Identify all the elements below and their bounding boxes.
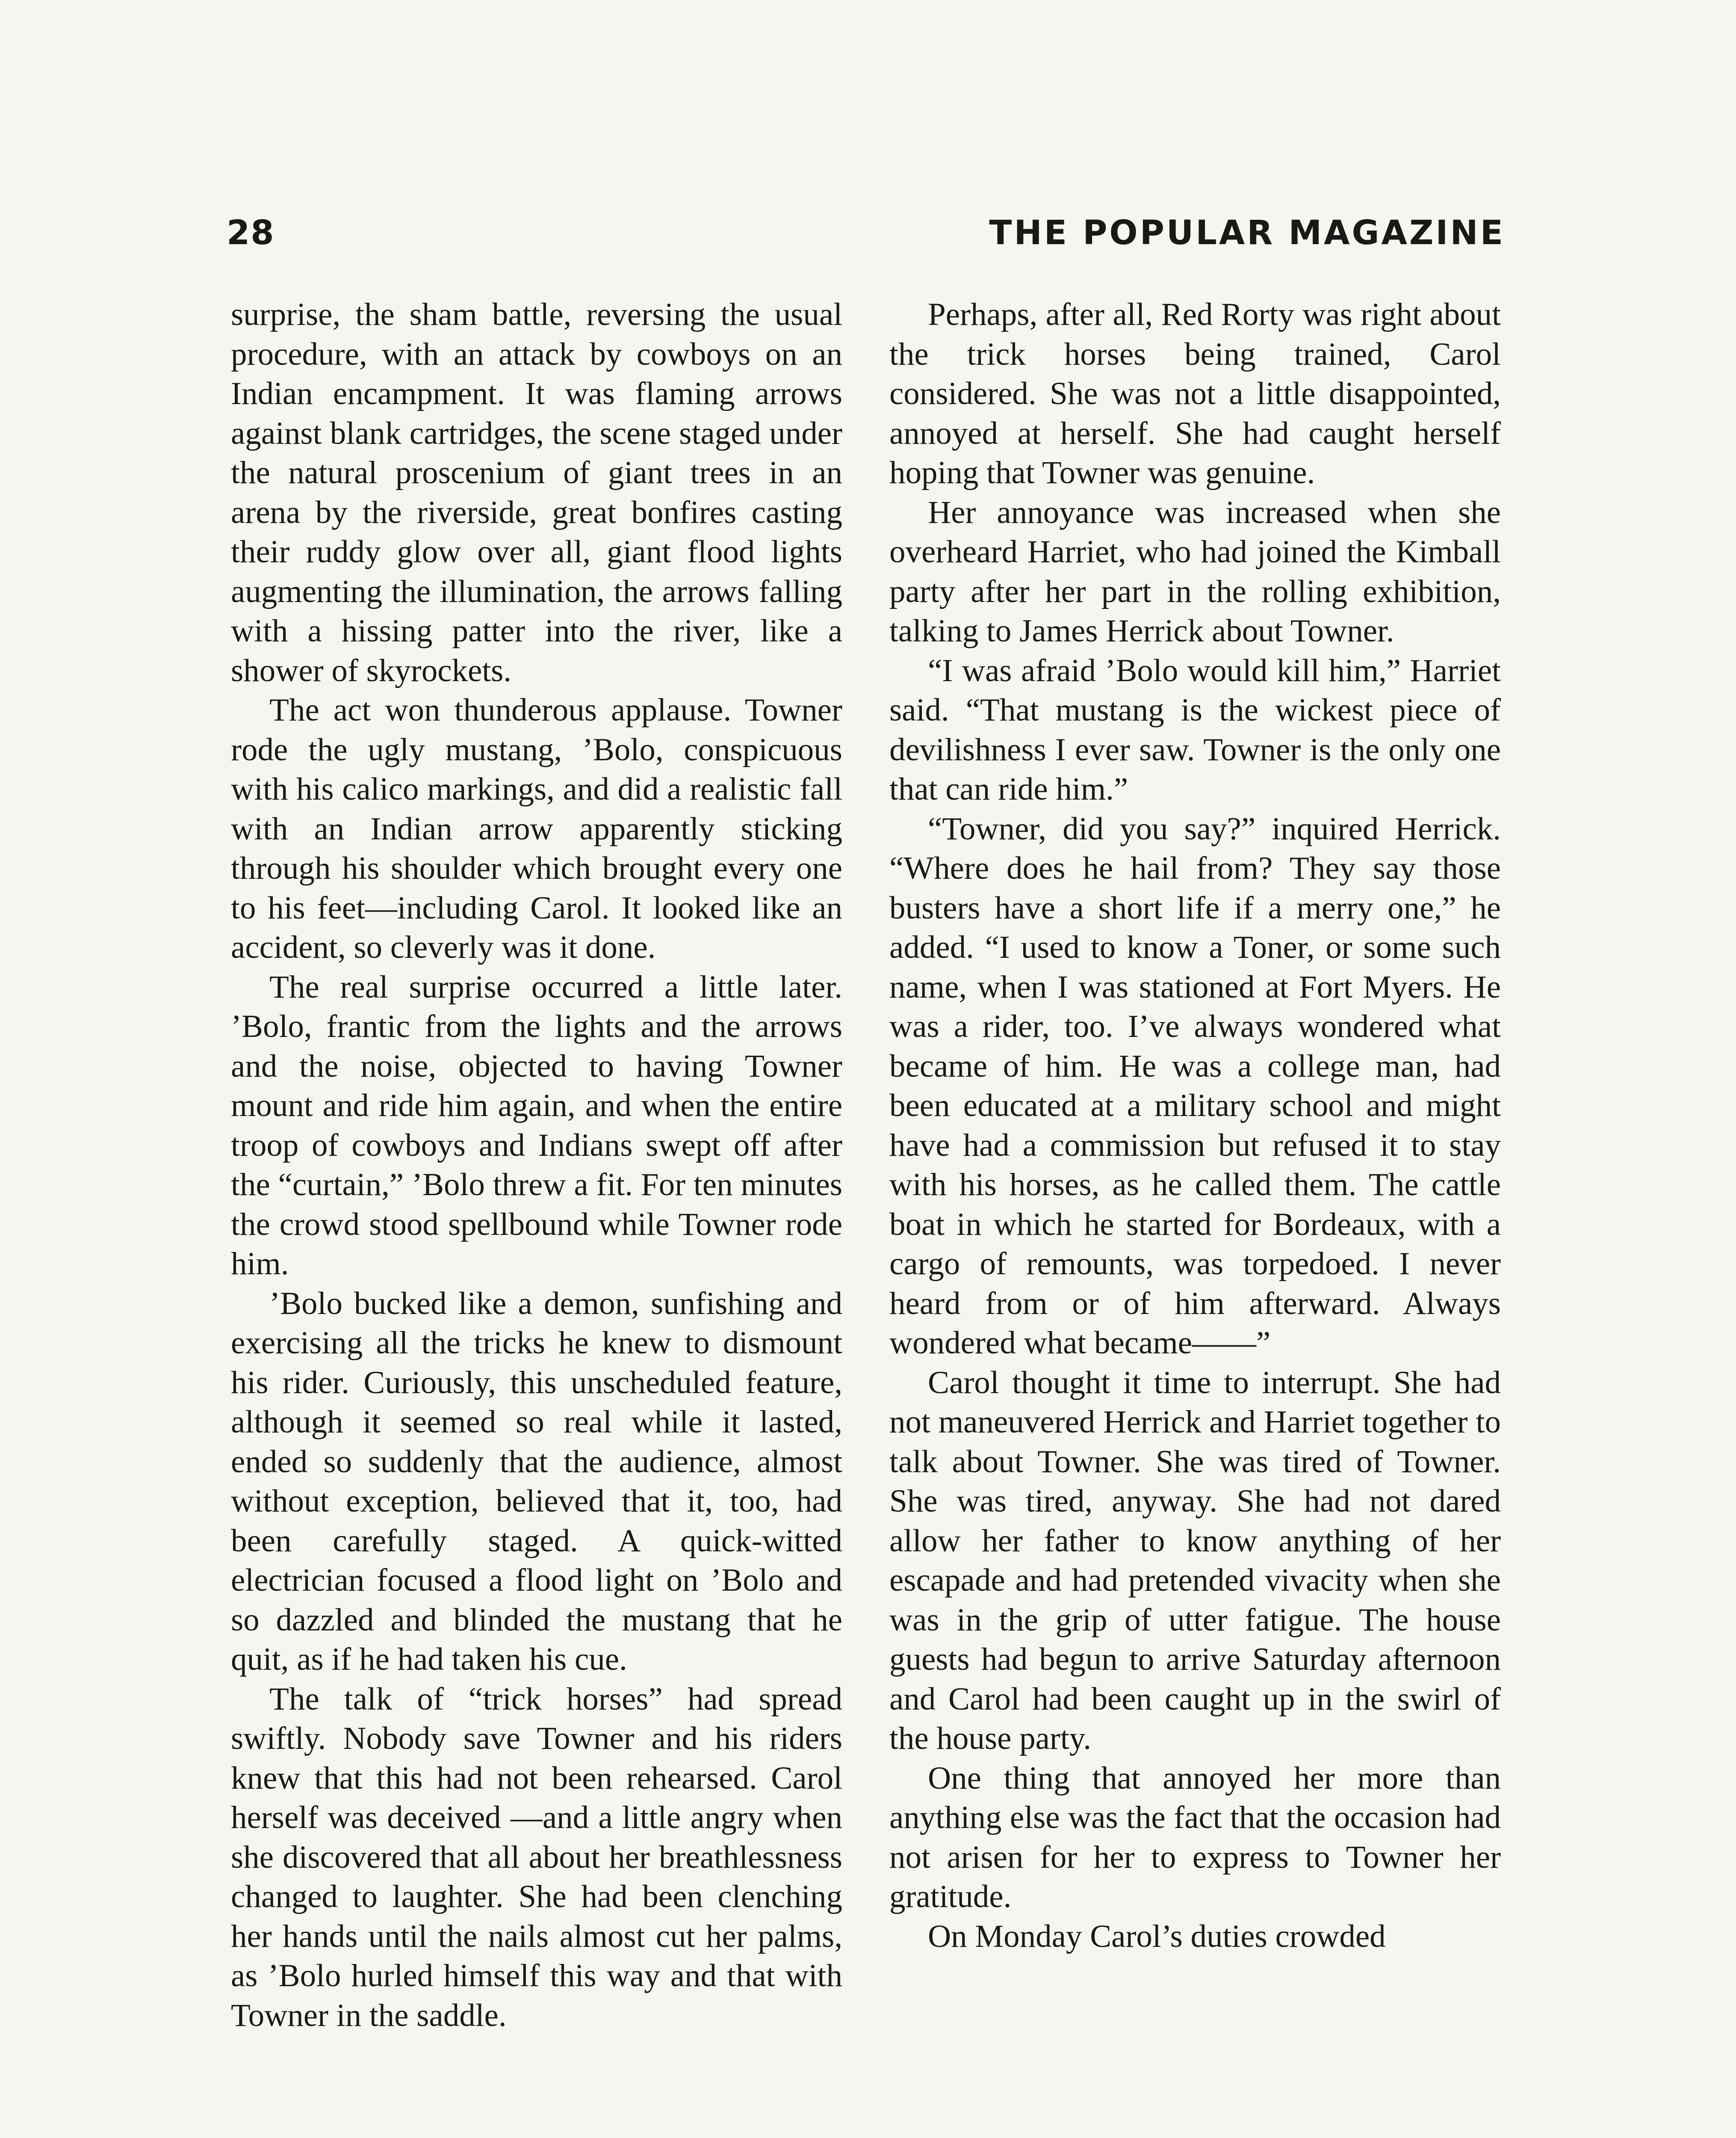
paragraph: The talk of “trick horses” had spread swiftly. Nobody save Towner and his riders knew that this had not been rehearsed. Carol herself was deceived —and a little angry when she discovered that all about her breathlessness changed to laughter. She had been clenching her hands until the nails almost cut her palms, as ’Bolo hurled himself this way and that with Towner in the saddle.: [231, 1681, 842, 2033]
magazine-title: THE POPULAR MAGAZINE: [989, 214, 1505, 252]
paragraph: surprise, the sham battle, reversing the usual procedure, with an attack by cowboys on an Indian encampment. It was flaming arrows against blank cartridges, the scene staged under the natural proscenium of giant trees in an arena by the riverside, great bonfires casting their ruddy glow over all, giant flood lights augmenting the illumination, the arrows falling with a hissing patter into the river, like a shower of skyrockets.: [231, 297, 842, 688]
paragraph: “Towner, did you say?” inquired Herrick. “Where does he hail from? They say those busters have a short life if a merry one,” he added. “I used to know a Toner, or some such name, when I was stationed at Fort Myers. He was a rider, too. I’ve always wondered what became of him. He was a college man, had been educated at a military school and might have had a commission but refused it to stay with his horses, as he called them. The cattle boat in which he started for Bordeaux, with a cargo of remounts, was torpedoed. I never heard from or of him afterward. Always wondered what became——”: [889, 811, 1501, 1361]
page-number: 28: [227, 214, 275, 252]
paragraph: The act won thunderous applause. Towner rode the ugly mustang, ’Bolo, conspicuous with his calico markings, and did a realistic fall with an Indian arrow apparently sticking through his shoulder which brought every one to his feet—including Carol. It looked like an accident, so cleverly was it done.: [231, 692, 842, 965]
paragraph: Her annoyance was increased when she overheard Harriet, who had joined the Kimball party after her part in the rolling exhibition, talking to James Herrick about Towner.: [889, 494, 1501, 649]
paragraph: On Monday Carol’s duties crowded: [928, 1918, 1386, 1954]
paragraph: ’Bolo bucked like a demon, sunfishing and exercising all the tricks he knew to dismount his rider. Curiously, this unscheduled feature, although it seemed so real while it lasted, ended so suddenly that the audience, almost without exception, believed that it, too, had been carefully staged. A quick-witted electrician focused a flood light on ’Bolo and so dazzled and blinded the mustang that he quit, as if he had taken his cue.: [231, 1285, 842, 1677]
paragraph: One thing that annoyed her more than anything else was the fact that the occasion had not arisen for her to express to Towner her gratitude.: [889, 1760, 1501, 1914]
paragraph: Perhaps, after all, Red Rorty was right about the trick horses being trained, Carol considered. She was not a little disappointed, annoyed at herself. She had caught herself hoping that Towner was genuine.: [889, 297, 1501, 490]
paragraph: Carol thought it time to interrupt. She had not maneuvered Herrick and Harriet together to talk about Towner. She was tired of Towner. She was tired, anyway. She had not dared allow her father to know anything of her escapade and had pretended vivacity when she was in the grip of utter fatigue. The house guests had begun to arrive Saturday afternoon and Carol had been caught up in the swirl of the house party.: [889, 1364, 1501, 1756]
paragraph: The real surprise occurred a little later. ’Bolo, frantic from the lights and the arrows and the noise, objected to having Towner mount and ride him again, and when the entire troop of cowboys and Indians swept off after the “curtain,” ’Bolo threw a fit. For ten minutes the crowd stood spellbound while Towner rode him.: [231, 969, 842, 1282]
page-header: [227, 214, 1505, 261]
right-column: [889, 295, 1501, 1956]
left-column: [231, 295, 842, 2035]
paragraph: “I was afraid ’Bolo would kill him,” Harriet said. “That mustang is the wickest piece of devilishness I ever saw. Towner is the only one that can ride him.”: [889, 653, 1501, 807]
